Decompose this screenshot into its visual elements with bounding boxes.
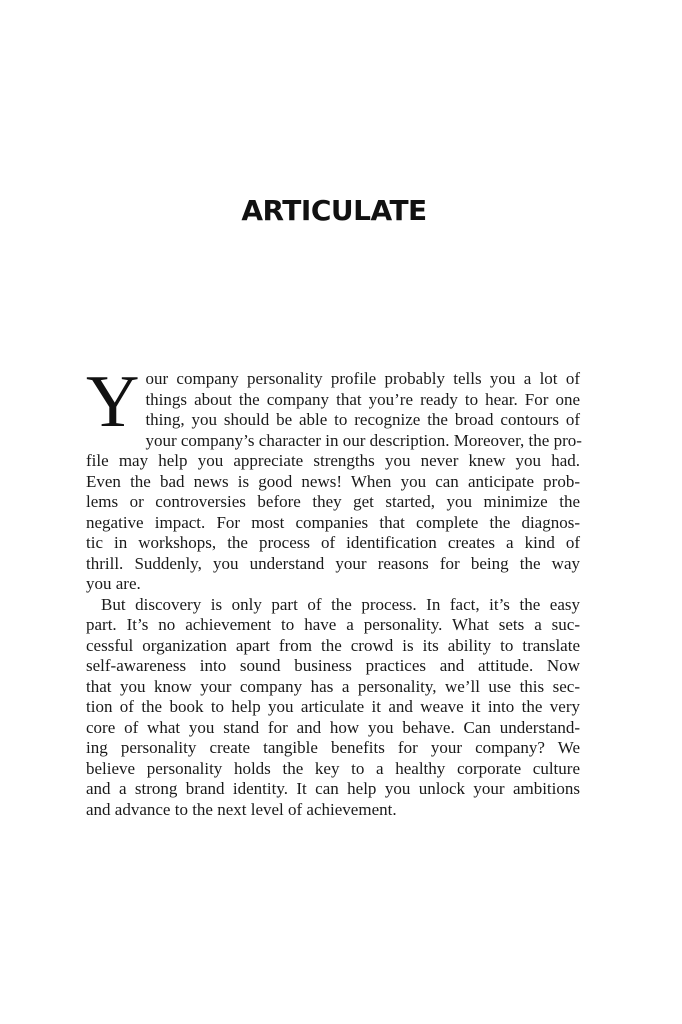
text-line: tic in workshops, the process of identification creates a kind of (86, 533, 580, 552)
text-line: core of what you stand for and how you behave. Can understand- (86, 717, 580, 737)
text-line: you are. (86, 574, 141, 593)
text-line: lems or controversies before they get started, you minimize the (86, 492, 580, 511)
text-line: tion of the book to help you articulate it and weave it into the very (86, 697, 580, 716)
text-line: believe personality holds the key to a healthy corporate culture (86, 758, 580, 778)
text-line: your company’s character in our description. Moreover, the pro- (145, 430, 582, 450)
text-line: negative impact. For most companies that complete the diagnos- (86, 512, 580, 532)
text-line: thing, you should be able to recognize the broad contours of (145, 410, 580, 429)
text-line: things about the company that you’re ready to hear. For one (145, 389, 580, 409)
chapter-title: ARTICULATE (241, 194, 427, 227)
text-line: cessful organization apart from the crowd is its ability to translate (86, 635, 580, 655)
paragraph-1 (86, 361, 582, 595)
paragraph-2 (86, 595, 580, 821)
drop-cap: Y (86, 361, 140, 443)
text-line: and advance to the next level of achievement. (86, 799, 397, 819)
text-line: part. It’s no achievement to have a personality. What sets a suc- (86, 615, 580, 634)
text-line: ing personality create tangible benefits for your company? We (86, 738, 580, 757)
text-line: file may help you appreciate strengths you never knew you had. (86, 451, 580, 470)
text-line: thrill. Suddenly, you understand your reasons for being the way (86, 553, 580, 573)
text-line: Even the bad news is good news! When you can anticipate prob- (86, 471, 580, 491)
text-line: But discovery is only part of the process. In fact, it’s the easy (101, 594, 580, 614)
text-line: and a strong brand identity. It can help you unlock your ambitions (86, 779, 580, 798)
text-line: our company personality profile probably tells you a lot of (145, 369, 580, 388)
text-line: that you know your company has a personality, we’ll use this sec- (86, 676, 580, 696)
body-text (86, 361, 582, 820)
text-line: self-awareness into sound business practices and attitude. Now (86, 656, 580, 675)
